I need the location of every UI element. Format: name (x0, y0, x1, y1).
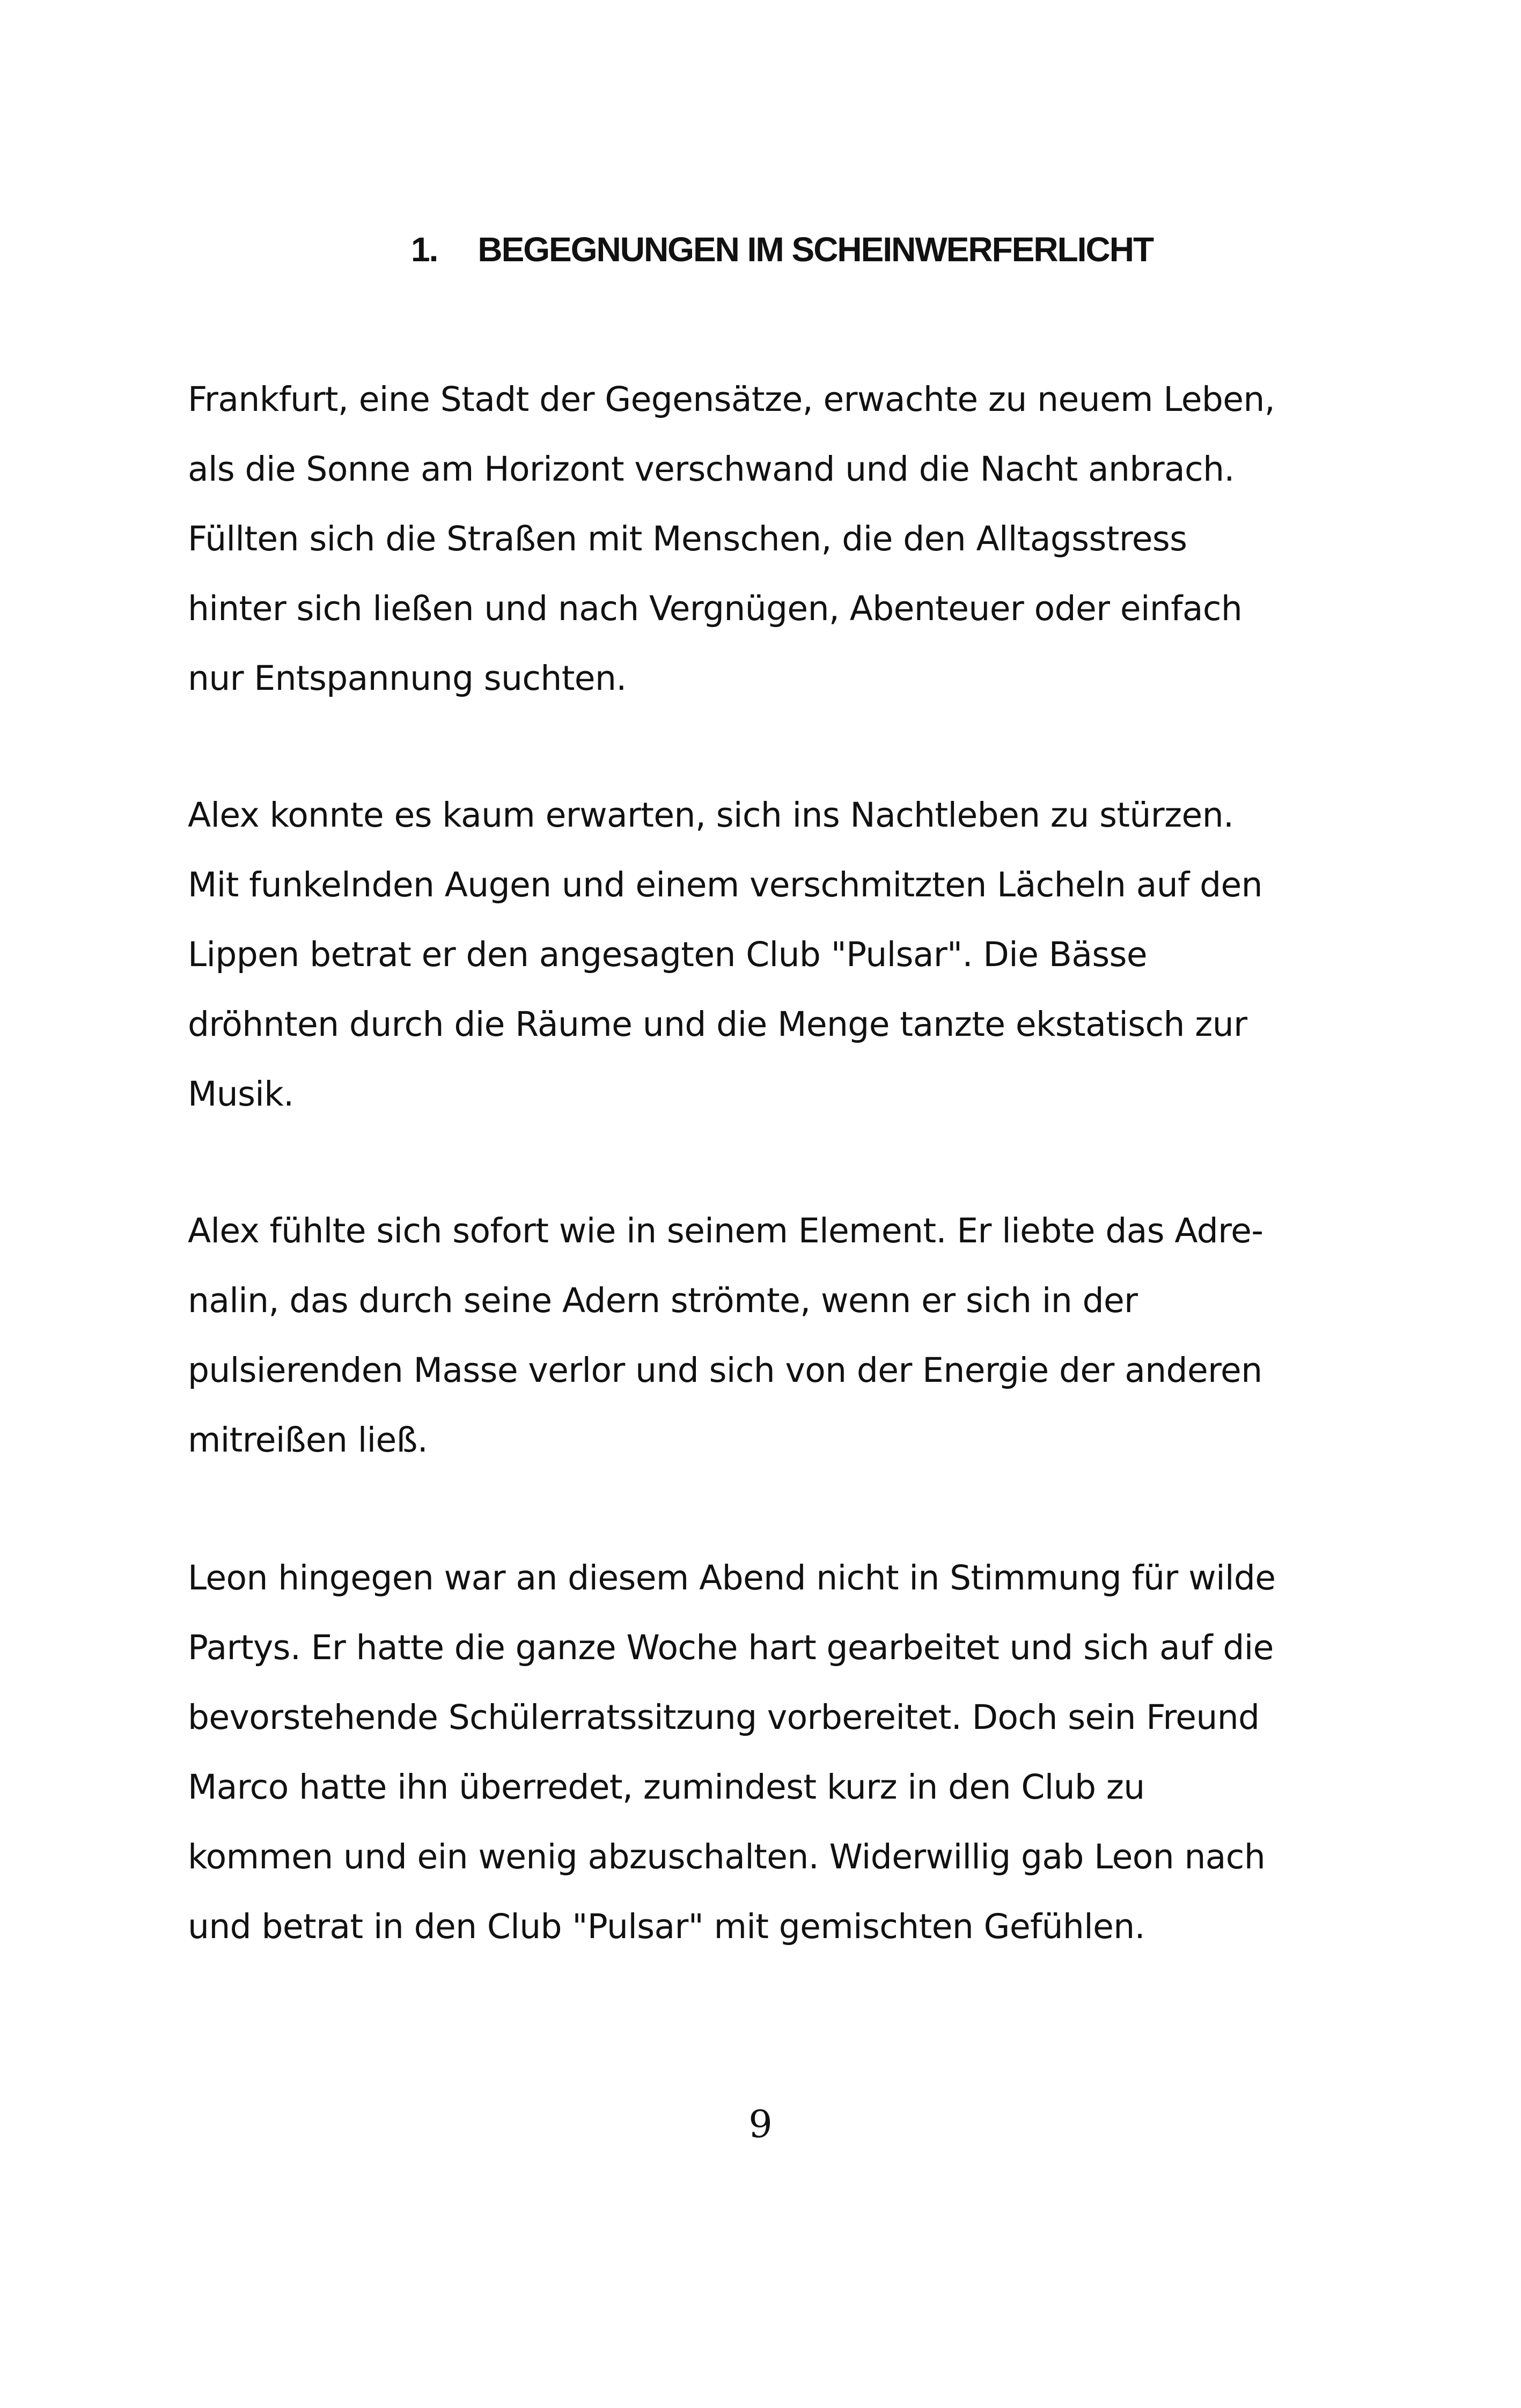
paragraph-1 (188, 365, 1347, 713)
chapter-title: BEGEGNUNGEN IM SCHEINWERFERLICHT (477, 230, 1153, 269)
text-line: Mit funkelnden Augen und einem verschmitzten Lächeln auf den (188, 865, 1263, 904)
text-line: Füllten sich die Straßen mit Menschen, die den Alltagsstress (188, 519, 1187, 558)
text-line: pulsierenden Masse verlor und sich von der Energie der anderen (188, 1351, 1262, 1390)
text-line: nur Entspannung suchten. (188, 659, 627, 698)
text-line: und betrat in den Club "Pulsar" mit gemischten Gefühlen. (188, 1907, 1145, 1946)
text-line: Marco hatte ihn überredet, zumindest kurz in den Club zu (188, 1768, 1145, 1807)
text-line: dröhnten durch die Räume und die Menge tanzte ekstatisch zur (188, 1005, 1247, 1044)
text-line: mitreißen ließ. (188, 1420, 428, 1460)
chapter-heading (0, 225, 1521, 274)
text-line: Leon hingegen war an diesem Abend nicht in Stimmung für wilde (188, 1558, 1276, 1597)
text-line: hinter sich ließen und nach Vergnügen, Abenteuer oder einfach (188, 589, 1243, 628)
text-line: als die Sonne am Horizont verschwand und die Nacht anbrach. (188, 450, 1235, 489)
text-line: nalin, das durch seine Adern strömte, wenn er sich in der (188, 1281, 1138, 1320)
page-number: 9 (748, 2102, 773, 2146)
paragraph-3 (188, 1196, 1347, 1475)
text-line: Lippen betrat er den angesagten Club "Pulsar". Die Bässe (188, 935, 1148, 974)
text-line: bevorstehende Schülerratssitzung vorbereitet. Doch sein Freund (188, 1698, 1260, 1737)
text-line: kommen und ein wenig abzuschalten. Widerwillig gab Leon nach (188, 1837, 1266, 1876)
text-line: Alex fühlte sich sofort wie in seinem Element. Er liebte das Adre- (188, 1211, 1263, 1250)
text-line: Alex konnte es kaum erwarten, sich ins Nachtleben zu stürzen. (188, 796, 1234, 835)
text-line: Partys. Er hatte die ganze Woche hart gearbeitet und sich auf die (188, 1628, 1274, 1667)
chapter-number: 1. (410, 230, 438, 269)
paragraph-2 (188, 780, 1347, 1129)
text-line: Musik. (188, 1074, 294, 1114)
text-line: Frankfurt, eine Stadt der Gegensätze, erwachte zu neuem Leben, (188, 380, 1275, 419)
paragraph-4 (188, 1543, 1347, 1962)
